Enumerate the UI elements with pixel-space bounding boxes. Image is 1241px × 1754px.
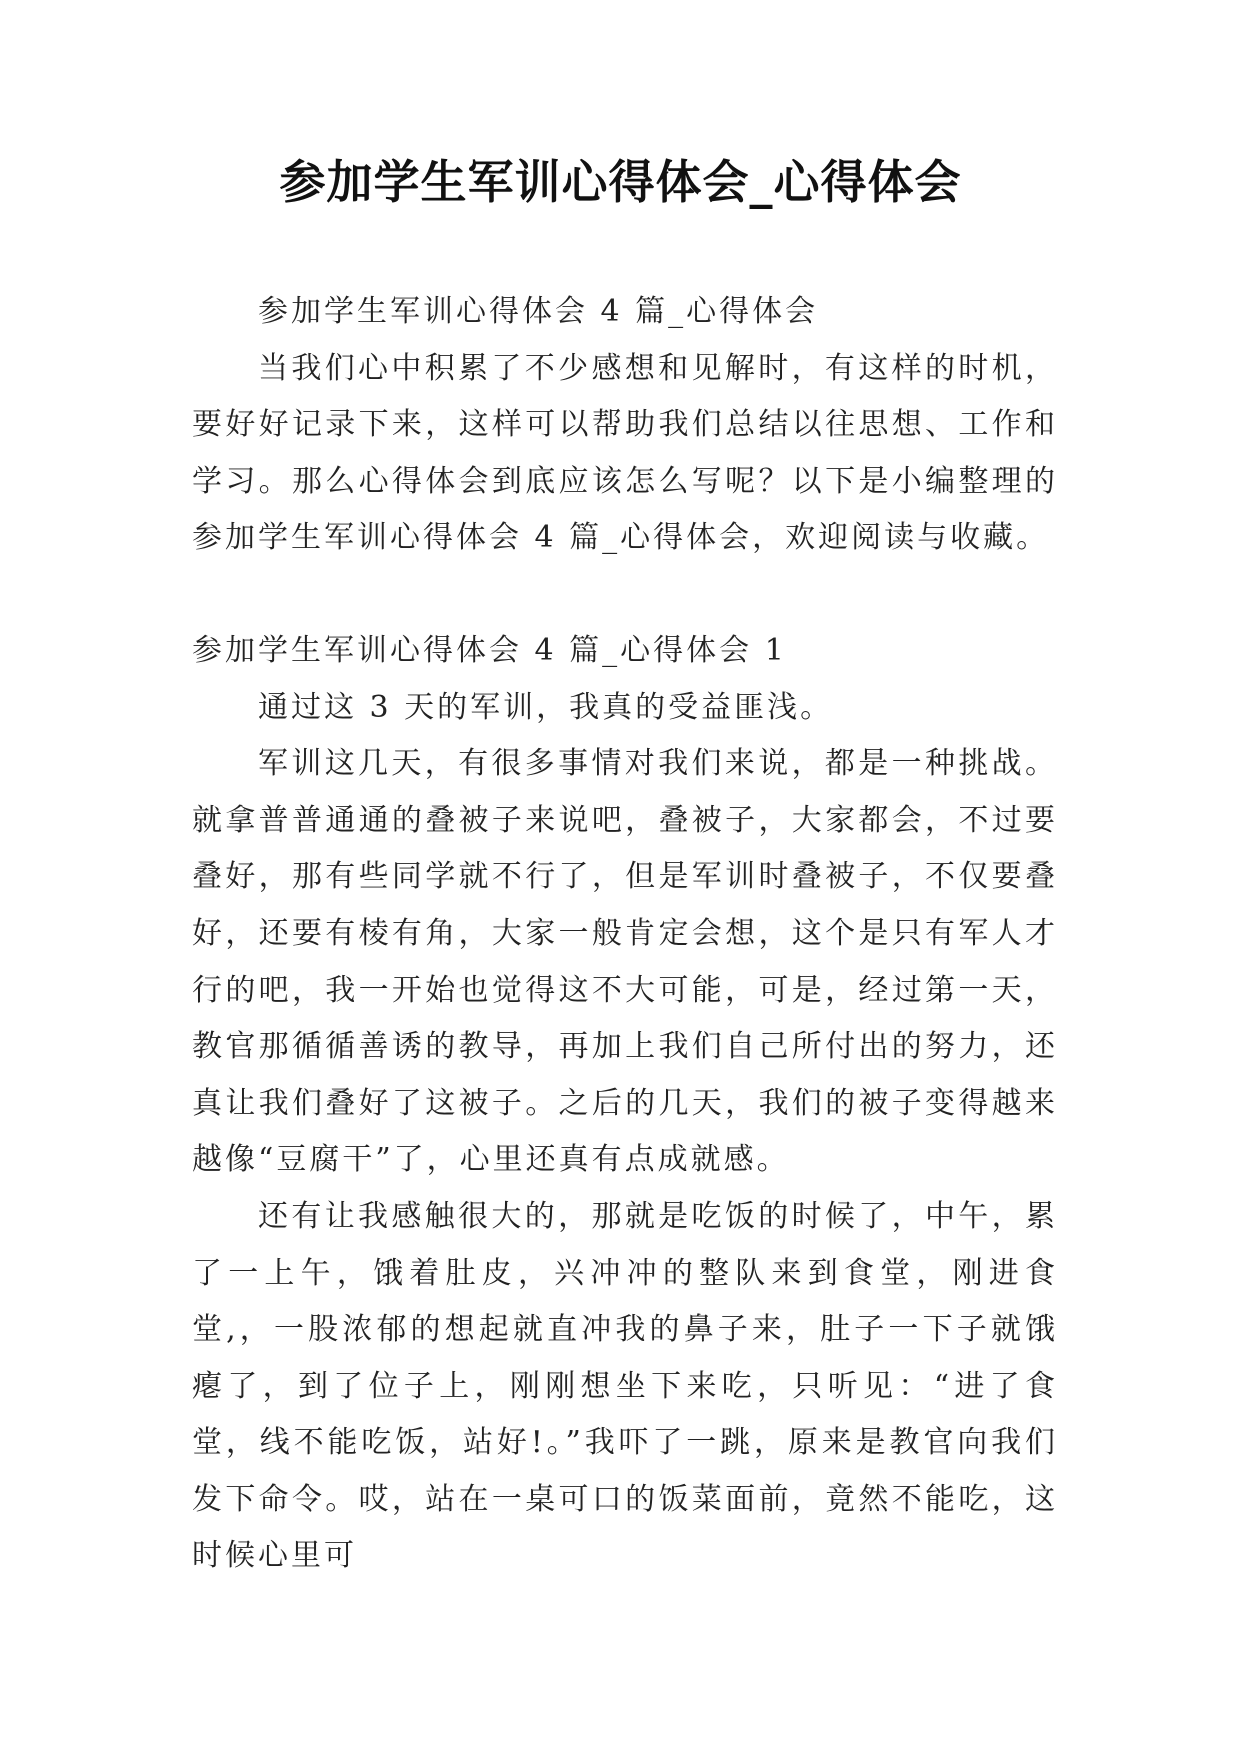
section-heading: 参加学生军训心得体会 4 篇_心得体会 1 <box>192 632 787 668</box>
intro-paragraph: 当我们心中积累了不少感想和见解时，有这样的时机，要好好记录下来，这样可以帮助我们总结以往思想、工作和学习。那么心得体会到底应该怎么写呢？以下是小编整理的参加学生军训心得体会 4 篇_心得体会，欢迎阅读与收藏。 <box>192 350 1058 556</box>
subtitle: 参加学生军训心得体会 4 篇_心得体会 <box>258 294 819 329</box>
body-paragraph-2: 军训这几天，有很多事情对我们来说，都是一种挑战。就拿普普通通的叠被子来说吧，叠被子，大家都会，不过要叠好，那有些同学就不行了，但是军训时叠被子，不仅要叠好，还要有棱有角，大家一般肯定会想，这个是只有军人才行的吧，我一开始也觉得这不大可能，可是，经过第一天，教官那循循善诱的教导，再加上我们自己所付出的努力，还真让我们叠好了这被子。之后的几天，我们的被子变得越来越像“豆腐干”了，心里还真有点成就感。 <box>192 746 1058 1178</box>
body-paragraph-3: 还有让我感触很大的，那就是吃饭的时候了，中午，累了一上午，饿着肚皮，兴冲冲的整队来到食堂，刚进食堂,，一股浓郁的想起就直冲我的鼻子来，肚子一下子就饿瘪了，到了位子上，刚刚想坐下来吃，只听见：“进了食堂，线不能吃饭，站好!。”我吓了一跳，原来是教官向我们发下命令。哎，站在一桌可口的饭菜面前，竟然不能吃，这时候心里可 <box>192 1198 1058 1574</box>
body-paragraph-1: 通过这 3 天的军训，我真的受益匪浅。 <box>258 689 834 725</box>
document-body <box>192 284 1058 1585</box>
document-title: 参加学生军训心得体会_心得体会 <box>279 155 962 209</box>
